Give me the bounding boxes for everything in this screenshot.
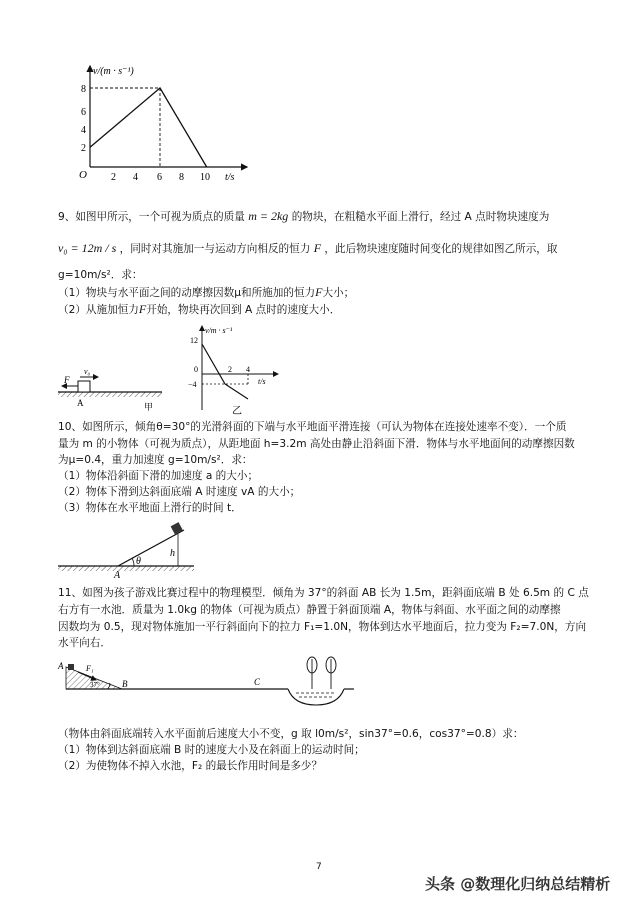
q10-sub3: （3）物体在水平地面上滑行的时间 t． [58,502,242,514]
q9-yi-0: 0 [194,365,198,374]
q11-fig-C: C [254,677,261,687]
q9-yi-2: 2 [228,365,232,374]
q9-fig-v0: v₀ [84,368,91,376]
q9-yi-series-line [202,344,248,399]
top-graph-origin: O [79,169,87,181]
top-graph-ytick-4: 4 [81,125,86,136]
q9-yi-4: 4 [246,365,250,374]
top-graph-x-label: t/s [225,172,235,183]
q9-sub1-post: 大小； [322,287,355,299]
top-graph-ytick-8: 8 [81,84,86,95]
q10-sub1: （1）物体沿斜面下滑的加速度 a 的大小； [58,470,259,482]
top-graph-xtick-8: 8 [179,172,184,183]
q9-sub2-pre: （2）从施加恒力 [58,304,139,316]
q11-line5: （物体由斜面底端转入水平面前后速度大小不变，g 取 l0m/s²，sin37°=0.6，cos37°=0.8）求： [58,728,524,740]
q11-block [68,664,74,670]
q9-figure-jia [56,368,166,413]
page-number: 7 [316,862,322,872]
top-graph-xtick-2: 2 [111,172,116,183]
q9-yi-m4: −4 [188,380,197,389]
q10-fig-h: h [170,548,175,559]
q9-block [78,381,90,392]
top-vt-graph [75,60,260,185]
q9-line2-mid: ，同时对其施加一与运动方向相反的恒力 [119,243,311,255]
q9-line2-post: ，此后物块速度随时间变化的规律如图乙所示，取 [324,243,558,255]
q9-fig-F: F [64,375,70,385]
top-graph-y-label: v/(m · s⁻¹) [93,66,134,77]
q11-fig-37: 37° [90,681,100,689]
q9-yi-label: 乙 [232,406,242,417]
q11-line4: 水平向右． [58,637,111,649]
q11-fig-F1: F₁ [86,664,94,673]
q9-v0-expr: v₀ = 12m / s [58,241,117,255]
q9-sub2 [58,302,340,317]
top-graph-xtick-4: 4 [133,172,138,183]
watermark: 头条 @数理化归纳总结精析 [425,875,611,893]
q10-line2: 量为 m 的小物体（可视为质点），从距地面 h=3.2m 高处由静止沿斜面下滑．物体与水平地面间的动摩擦因数 [58,438,575,450]
q9-line3: g=10m/s²．求： [58,269,143,281]
q9-line2-F: F [313,241,322,255]
q9-yi-ts: t/s [258,377,266,386]
q11-line3: 因数均为 0.5，现对物体施加一平行斜面向下的拉力 F₁=1.0N，物体到达水平地面后，拉力变为 F₂=7.0N，方向 [58,621,587,633]
q9-line2 [58,241,557,256]
q9-line1-pre: 9、如图甲所示，一个可视为质点的质量 [58,211,245,223]
q9-yi-ylabel: v/m · s⁻¹ [205,326,233,335]
q10-fig-A: A [114,570,121,581]
q9-sub1-pre: （1）物块与水平面之间的动摩擦因数μ和所施加的恒力 [58,287,316,299]
q9-line1-post: 的物块，在粗糙水平面上滑行，经过 A 点时物块速度为 [291,211,550,223]
q9-sub1-F: F [315,285,323,299]
q9-sub2-F: F [138,302,147,316]
q9-ground-hatch [58,392,162,397]
q9-sub2-post: 开始，物块再次回到 A 点时的速度大小． [146,304,341,316]
q9-sub1 [58,285,354,300]
q9-yi-12: 12 [190,336,198,345]
top-graph-ytick-6: 6 [81,107,86,118]
q10-fig-theta: θ [136,556,141,567]
q11-line1: 11、如图为孩子游戏比赛过程中的物理模型．倾角为 37°的斜面 AB 长为 1.5m，距斜面底端 B 处 6.5m 的 C 点 [58,587,589,599]
q10-line1: 10、如图所示，倾角θ=30°的光滑斜面的下端与水平地面平滑连接（可认为物体在连接处速率不变）．一个质 [58,421,567,433]
q9-line1 [58,209,549,224]
q10-sub2: （2）物体下滑到达斜面底端 A 时速度 vA 的大小； [58,486,301,498]
top-graph-ytick-2: 2 [81,143,86,154]
q9-figure-yi [180,322,285,417]
top-graph-xtick-6: 6 [157,172,162,183]
q10-angle-arc [132,558,134,566]
q10-ground-hatch [58,566,194,571]
q11-sub2: （2）为使物体不掉入水池，F₂ 的最长作用时间是多少？ [58,760,323,772]
top-graph-xtick-10: 10 [200,172,210,183]
q9-fig-jia: 甲 [144,402,154,412]
q9-mass-expr: m = 2kg [248,209,289,223]
q9-fig-A: A [77,398,84,408]
q10-line3: 为μ=0.4，重力加速度 g=10m/s²．求： [58,454,253,466]
q11-figure [56,655,356,715]
q11-line2: 右方有一水池．质量为 1.0kg 的物体（可视为质点）静置于斜面顶端 A，物体与斜面、水平面之间的动摩擦 [58,604,561,616]
q11-sub1: （1）物体到达斜面底端 B 时的速度大小及在斜面上的运动时间； [58,744,365,756]
q11-fig-B: B [122,679,128,689]
q10-figure [56,520,196,582]
top-graph-series-line [90,88,207,167]
q10-block [171,522,183,534]
q11-fig-A: A [58,661,64,671]
